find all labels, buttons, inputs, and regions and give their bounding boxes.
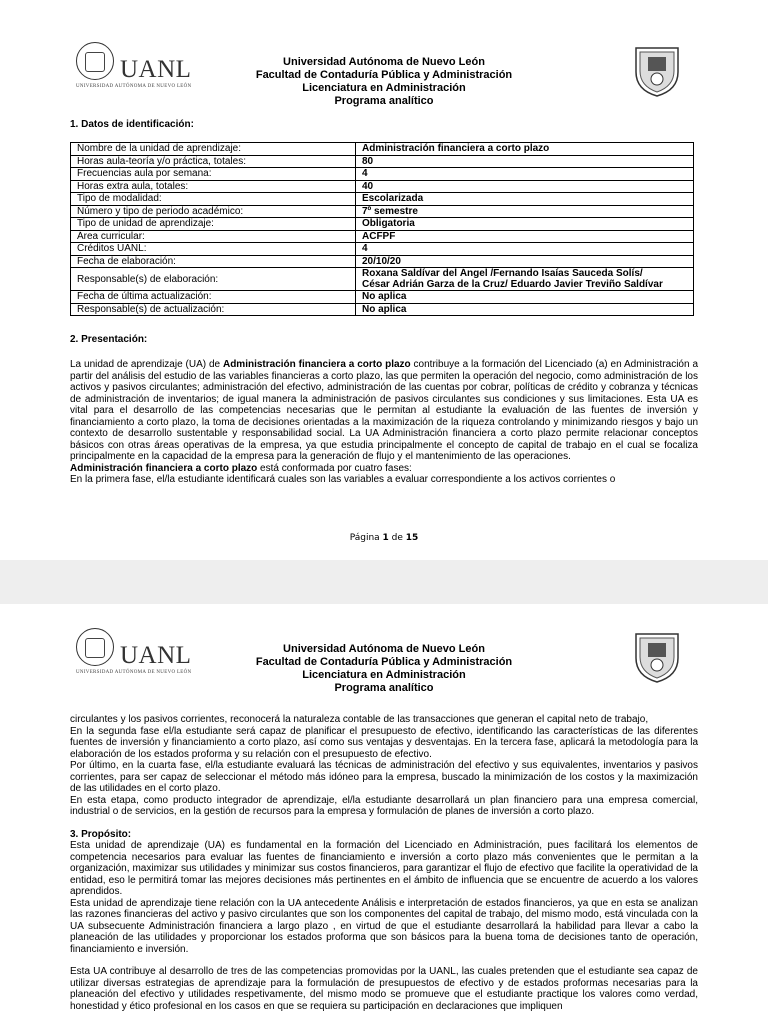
row-label: Fecha de última actualización:	[71, 291, 356, 304]
table-row	[71, 143, 694, 156]
faculty-seal-icon	[630, 628, 684, 684]
faculty-name: Facultad de Contaduría Pública y Administración	[255, 69, 513, 81]
section-2-title: 2. Presentación:	[70, 334, 148, 345]
logo-text: UANL	[120, 642, 192, 669]
uanl-logo	[76, 42, 192, 94]
spacer	[70, 818, 698, 829]
row-label: Área curricular:	[71, 230, 356, 243]
table-row	[71, 180, 694, 193]
faculty-seal-icon	[630, 42, 684, 98]
table-row	[71, 193, 694, 206]
phase-line: En la primera fase, el/la estudiante identificará cuales son las variables a evaluar correspondiente a los activos corrientes o	[70, 474, 616, 485]
paragraph: Esta unidad de aprendizaje (UA) es fundamental en la formación del Licenciado en Administración, pues facilitará los elementos de competencia necesarios para evaluar las fuentes de financiamiento e inversión a corto plazo más convenientes que le permitan a la organización, maximizar sus utilidades y minimizar sus costos financieros, para garantizar el flujo de efectivo que facilite la operatividad de la entidad, eso le permitirá tomar las mejores decisiones más pertinentes en el ámbito de influencia que se encuentre de acuerdo a los valores aprendidos.	[70, 840, 698, 897]
phases-intro: Administración financiera a corto plazo está conformada por cuatro fases:	[70, 462, 412, 474]
row-label: Responsable(s) de actualización:	[71, 303, 356, 316]
logo-text: UANL	[120, 56, 192, 83]
section-3-title: 3. Propósito:	[70, 828, 132, 840]
row-value: 4	[356, 168, 694, 181]
course-name-bold: Administración financiera a corto plazo	[222, 359, 411, 370]
row-value: 4	[356, 243, 694, 256]
row-value: 80	[356, 155, 694, 168]
table-row	[71, 255, 694, 268]
presentation-paragraph: La unidad de aprendizaje (UA) de Administración financiera a corto plazo contribuye a la formación del Licenciado (a) en Administración a partir del análisis del estudio de las variables financieras a corto plazo, las que permiten la operación del negocio, como administración de los activos y pasivos circulantes; administración del efectivo, administración de las cuentas por cobrar, políticas de crédito y cobranza y técnicas de administración de inventarios; de igual manera la administración de pasivos circulantes sus condiciones y sus limitaciones. Esta UA es vital para el desarrollo de las competencias necesarias que le permitan al estudiante la evaluación de las fuentes de inversión y financiamiento a corto plazo, la toma de decisiones orientadas a la maximización de la riqueza controlando y minimizando riesgos y bajo un contexto de desarrollo sustentable y responsabilidad social. La UA Administración financiera a corto plazo permite relacionar conceptos básicos con otras áreas operativas de la empresa, ya que estudia principalmente el concepto de capital de trabajo en el cual se focaliza principalmente en la capacidad de la empresa para la generación de flujo y el mantenimiento de las operaciones.	[70, 359, 699, 462]
row-value: Escolarizada	[356, 193, 694, 206]
row-label: Horas aula-teoría y/o práctica, totales:	[71, 155, 356, 168]
document-header	[200, 643, 568, 695]
paragraph: Por último, en la cuarta fase, el/la estudiante evaluará las técnicas de administración del efectivo y sus equivalentes, inventarios y pasivos corrientes, para ser capaz de seleccionar el método más idóneo para la empresa, buscado la minimización de los costos y la maximización de las utilidades en el corto plazo.	[70, 760, 698, 794]
logo-subtext: UNIVERSIDAD AUTÓNOMA DE NUEVO LEÓN	[76, 84, 192, 89]
row-label: Horas extra aula, totales:	[71, 180, 356, 193]
logo-subtext: UNIVERSIDAD AUTÓNOMA DE NUEVO LEÓN	[76, 670, 192, 675]
row-value: No aplica	[356, 291, 694, 304]
table-row	[71, 205, 694, 218]
row-label: Fecha de elaboración:	[71, 255, 356, 268]
paragraph: Esta UA contribuye al desarrollo de tres de las competencias promovidas por la UANL, las cuales pretenden que el estudiante sea capaz de utilizar diversas estrategias de aprendizaje para la formulación de presupuestos de efectivo y de estados proformas necesarias para la planeación del efectivo y utilidades respetivamente, del mismo modo se promueve que el estudiante practique los valores como verdad, honestidad y ético profesional en los casos en que se requiera su participación en declaraciones que impliquen	[70, 966, 698, 1012]
row-value: 7º semestre	[356, 205, 694, 218]
row-value	[356, 268, 694, 291]
identification-table	[70, 142, 694, 316]
row-value: Obligatoria	[356, 218, 694, 231]
paragraph: En la segunda fase el/la estudiante será capaz de planificar el presupuesto de efectivo, identificando las características de las diferentes fuentes de inversión y financiamiento a corto plazo, así como sus ventajas y desventajas. En la tercera fase, aplicará la metodología para la elaboración de los estados proforma y su relación con el presupuesto de efectivo.	[70, 725, 698, 760]
table-row	[71, 303, 694, 316]
row-value: 20/10/20	[356, 255, 694, 268]
document-page-2	[0, 604, 768, 1024]
uanl-emblem-icon	[76, 42, 114, 80]
table-row	[71, 155, 694, 168]
row-label: Tipo de modalidad:	[71, 193, 356, 206]
faculty-name: Facultad de Contaduría Pública y Administración	[255, 656, 513, 668]
row-value: No aplica	[356, 303, 694, 316]
table-row	[71, 230, 694, 243]
row-label: Tipo de unidad de aprendizaje:	[71, 218, 356, 231]
row-value: Administración financiera a corto plazo	[356, 143, 694, 156]
responsables-line-1: Roxana Saldívar del Ángel /Fernando Isaías Sauceda Solís/	[362, 268, 643, 279]
row-label: Nombre de la unidad de aprendizaje:	[71, 143, 356, 156]
table-row	[71, 291, 694, 304]
table-row	[71, 243, 694, 256]
page-number: Página 1 de 15	[349, 533, 419, 543]
presentation-body	[70, 359, 698, 486]
doc-type: Programa analítico	[334, 682, 434, 694]
row-value: ACFPF	[356, 230, 694, 243]
paragraph: Esta unidad de aprendizaje tiene relación con la UA antecedente Análisis e interpretación de estados financieros, ya que en esta se analizan las razones financieras del activo y pasivo circulantes que son los componentes del capital de trabajo, del mismo modo, está vinculada con la UA subsecuente Administración financiera a largo plazo , en virtud de que el estudiante desarrollará la habilidad para llevar a cabo la planeación de las utilidades y proporcionar los estados proforma que son básicos para la buena toma de decisiones tanto de operación, financiamiento e inversión.	[70, 897, 698, 955]
table-row	[71, 168, 694, 181]
spacer	[70, 955, 698, 966]
uanl-emblem-icon	[76, 628, 114, 666]
university-name: Universidad Autónoma de Nuevo León	[283, 643, 485, 655]
university-name: Universidad Autónoma de Nuevo León	[283, 56, 485, 68]
uanl-logo	[76, 628, 192, 680]
row-label: Créditos UANL:	[71, 243, 356, 256]
row-label: Frecuencias aula por semana:	[71, 168, 356, 181]
program-name: Licenciatura en Administración	[302, 82, 466, 94]
row-label: Número y tipo de periodo académico:	[71, 205, 356, 218]
program-name: Licenciatura en Administración	[302, 669, 466, 681]
row-label: Responsable(s) de elaboración:	[71, 268, 356, 291]
section-1-title: 1. Datos de identificación:	[70, 119, 194, 130]
doc-type: Programa analítico	[334, 95, 434, 107]
continuation-body	[70, 714, 698, 1012]
paragraph: En esta etapa, como producto integrador de aprendizaje, el/la estudiante desarrollará un plan financiero para una empresa comercial, industrial o de servicios, en la gestión de recursos para la empresa y formulación de planes de inversión a corto plazo.	[70, 794, 698, 817]
table-row	[71, 218, 694, 231]
responsables-line-2: César Adrián Garza de la Cruz/ Eduardo Javier Treviño Saldívar	[362, 279, 663, 290]
document-header	[200, 56, 568, 108]
row-value: 40	[356, 180, 694, 193]
paragraph: circulantes y los pasivos corrientes, reconocerá la naturaleza contable de las transacciones que generan el capital neto de trabajo,	[70, 714, 649, 725]
table-row	[71, 268, 694, 291]
page-gap	[0, 560, 768, 604]
